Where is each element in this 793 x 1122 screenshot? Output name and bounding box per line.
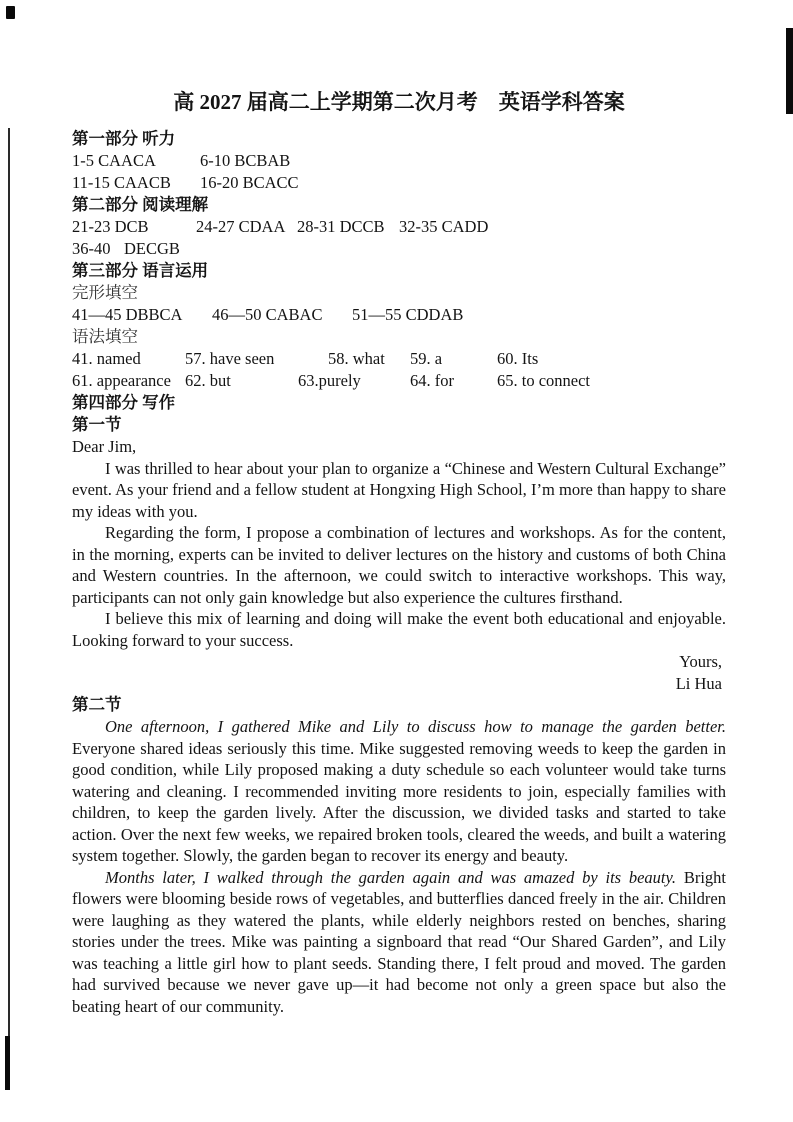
cloze-label: 完形填空 bbox=[72, 283, 138, 302]
letter-paragraph-2: Regarding the form, I propose a combination of lectures and workshops. As for the content, in the morning, experts can be invited to deliver lectures on the history and customs of both China and Western countries. In the afternoon, we could switch to interactive workshops. This way, participants can not only gain knowledge but also experience the cultures firsthand. bbox=[72, 523, 726, 607]
answer-group: 41—45 DBBCA bbox=[72, 305, 183, 324]
answer-group: 21-23 DCB bbox=[72, 217, 149, 236]
answer-item: 41. named bbox=[72, 349, 141, 368]
part2-heading: 第二部分 阅读理解 bbox=[72, 195, 209, 214]
letter-closing: Yours, bbox=[679, 652, 722, 671]
answer-item: 58. what bbox=[328, 349, 385, 368]
reading-answers-row-1 bbox=[72, 216, 726, 238]
answer-group: 6-10 BCBAB bbox=[200, 151, 291, 170]
section1-heading: 第一节 bbox=[72, 415, 122, 434]
answer-group: 11-15 CAACB bbox=[72, 173, 171, 192]
answer-item: 62. but bbox=[185, 371, 231, 390]
story-paragraph-2-rest: Bright flowers were blooming beside rows of vegetables, and butterflies danced freely in the air. Children were laughing as they watered the plants, while elderly neighbors rested on benches, sharing stories under the trees. Mike was painting a signboard that read “Our Shared Garden”, and Lily was teaching a little girl how to plant seeds. Standing there, I felt proud and moved. The garden had survived because we never gave up—it had become not only a green space but also the beating heart of our community. bbox=[72, 867, 726, 1016]
story-paragraph-1 bbox=[72, 716, 726, 867]
document-content bbox=[72, 88, 726, 1017]
answer-group: 1-5 CAACA bbox=[72, 151, 156, 170]
cloze-answers-row bbox=[72, 304, 726, 326]
answer-item: 60. Its bbox=[497, 349, 539, 368]
scan-artifact-right-edge bbox=[786, 28, 793, 114]
answer-group: 24-27 CDAA bbox=[196, 217, 286, 236]
story-paragraph-2 bbox=[72, 867, 726, 1018]
answer-group: 36-40 bbox=[72, 239, 111, 258]
answer-group: DECGB bbox=[124, 239, 180, 258]
answer-group: 51—55 CDDAB bbox=[352, 305, 464, 324]
scan-artifact-top-left bbox=[6, 6, 15, 19]
listening-answers-row-2 bbox=[72, 172, 726, 194]
story-paragraph-1-lead: One afternoon, I gathered Mike and Lily to discuss how to manage the garden better. bbox=[105, 717, 726, 736]
doc-title: 高 2027 届高二上学期第二次月考 英语学科答案 bbox=[173, 90, 625, 114]
grammar-answers-row-2 bbox=[72, 370, 726, 392]
part4-heading: 第四部分 写作 bbox=[72, 393, 176, 412]
reading-answers-row-2 bbox=[72, 238, 726, 260]
grammar-label: 语法填空 bbox=[72, 327, 138, 346]
scan-artifact-left-edge-line bbox=[8, 128, 10, 1084]
story-paragraph-2-lead: Months later, I walked through the garden again and was amazed by its beauty. bbox=[105, 867, 677, 887]
scan-artifact-bottom-left bbox=[5, 1036, 10, 1090]
answer-group: 32-35 CADD bbox=[399, 217, 489, 236]
answer-group: 46—50 CABAC bbox=[212, 305, 323, 324]
letter-salutation: Dear Jim, bbox=[72, 437, 137, 456]
section2-heading: 第二节 bbox=[72, 695, 122, 714]
answer-item: 63.purely bbox=[298, 371, 361, 390]
part1-heading: 第一部分 听力 bbox=[72, 129, 176, 148]
answer-item: 59. a bbox=[410, 349, 443, 368]
part3-heading: 第三部分 语言运用 bbox=[72, 261, 209, 280]
answer-item: 65. to connect bbox=[497, 371, 591, 390]
letter-paragraph-3: I believe this mix of learning and doing will make the event both educational and enjoyable. Looking forward to your success. bbox=[72, 609, 726, 650]
answer-item: 64. for bbox=[410, 371, 454, 390]
story-paragraph-1-rest: Everyone shared ideas seriously this time. Mike suggested removing weeds to keep the garden in good condition, while Lily proposed making a duty schedule so each volunteer would take turns watering and cleaning. I recommended inviting more residents to join, especially families with children, to keep the garden lively. After the discussion, we divided tasks and started to take action. Over the next few weeks, we repaired broken tools, cleared the weeds, and built a watering system together. Slowly, the garden began to recover its energy and beauty. bbox=[72, 738, 726, 865]
letter-signature: Li Hua bbox=[675, 673, 722, 693]
grammar-answers-row-1 bbox=[72, 348, 726, 370]
answer-item: 61. appearance bbox=[72, 371, 171, 390]
answer-item: 57. have seen bbox=[185, 349, 275, 368]
answer-group: 16-20 BCACC bbox=[200, 173, 299, 192]
letter-paragraph-1: I was thrilled to hear about your plan to organize a “Chinese and Western Cultural Exchange” event. As your friend and a fellow student at Hongxing High School, I’m more than happy to share my ideas with you. bbox=[72, 458, 726, 521]
listening-answers-row-1 bbox=[72, 150, 726, 172]
answer-group: 28-31 DCCB bbox=[297, 217, 385, 236]
